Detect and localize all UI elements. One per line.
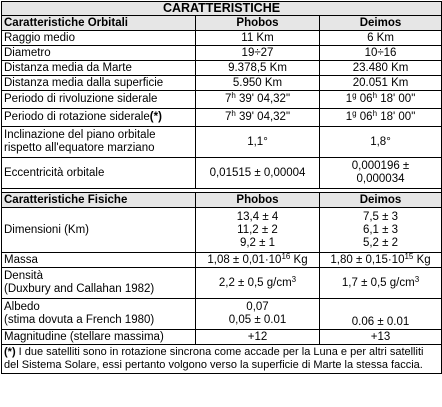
footnote bbox=[2, 345, 442, 374]
deimos-value: 23.480 Km bbox=[320, 61, 442, 76]
deimos-value: 7,5 ± 3 6,1 ± 3 5,2 ± 2 bbox=[320, 208, 442, 253]
deimos-value: 6 Km bbox=[320, 31, 442, 46]
deimos-value: 0.06 ± 0.01 bbox=[320, 299, 442, 330]
physical-section-header: Caratteristiche Fisiche bbox=[2, 193, 196, 208]
phobos-value: 0,07 0,05 ± 0.01 bbox=[196, 299, 320, 330]
table-row bbox=[2, 253, 442, 268]
phobos-value: +12 bbox=[196, 330, 320, 345]
deimos-value: +13 bbox=[320, 330, 442, 345]
row-label: Diametro bbox=[2, 46, 196, 61]
row-label: Densità (Duxbury and Callahan 1982) bbox=[2, 268, 196, 299]
phobos-value: 9.378,5 Km bbox=[196, 61, 320, 76]
row-label: Eccentricità orbitale bbox=[2, 158, 196, 189]
table-row bbox=[2, 109, 442, 127]
phobos-value: 19÷27 bbox=[196, 46, 320, 61]
characteristics-table bbox=[1, 1, 442, 374]
table-row bbox=[2, 46, 442, 61]
phobos-value: 2,2 ± 0,5 $g/cm^3$ bbox=[196, 268, 320, 299]
row-label: Raggio medio bbox=[2, 31, 196, 46]
deimos-value: 10÷16 bbox=[320, 46, 442, 61]
row-label: Distanza media dalla superficie bbox=[2, 76, 196, 91]
table-row bbox=[2, 268, 442, 299]
phobos-value: 11 Km bbox=[196, 31, 320, 46]
row-label: Magnitudine (stellare massima) bbox=[2, 330, 196, 345]
deimos-value: 1,7 ± 0,5 $g/cm^3$ bbox=[320, 268, 442, 299]
orbital-section-header: Caratteristiche Orbitali bbox=[2, 16, 196, 31]
footnote-marker: (*) bbox=[149, 111, 162, 123]
table-row bbox=[2, 76, 442, 91]
deimos-value: 1$^g$ 06$^h$ 18' 00" bbox=[320, 91, 442, 109]
phobos-value: 0,01515 ± 0,00004 bbox=[196, 158, 320, 189]
phobos-value: 1,1° bbox=[196, 127, 320, 158]
deimos-value: $1,80 \pm 0,15\cdot 10^{15}$ Kg bbox=[320, 253, 442, 268]
footnote-text: I due satelliti sono in rotazione sincrona come accade per la Luna e per altri satelliti del Sistema Solare, essi pertanto volgono verso la superficie di Marte la stessa faccia. bbox=[4, 346, 424, 371]
row-label: Inclinazione del piano orbitale rispetto all'equatore marziano bbox=[2, 127, 196, 158]
phobos-value: 13,4 ± 4 11,2 ± 2 9,2 ± 1 bbox=[196, 208, 320, 253]
phobos-value: $1,08 \pm 0,01\cdot 10^{16}$ Kg bbox=[196, 253, 320, 268]
table-row bbox=[2, 127, 442, 158]
deimos-column-header: Deimos bbox=[320, 16, 442, 31]
deimos-value: 0,000196 ± 0,000034 bbox=[320, 158, 442, 189]
deimos-value: 20.051 Km bbox=[320, 76, 442, 91]
physical-header-row bbox=[2, 193, 442, 208]
orbital-header-row bbox=[2, 16, 442, 31]
deimos-value: 1,8° bbox=[320, 127, 442, 158]
phobos-value: 7$^h$ 39' 04,32" bbox=[196, 91, 320, 109]
row-label: Distanza media da Marte bbox=[2, 61, 196, 76]
row-label: Periodo di rotazione siderale(*) bbox=[2, 109, 196, 127]
footnote-row bbox=[2, 345, 442, 374]
table-title: CARATTERISTICHE bbox=[2, 2, 442, 16]
footnote-marker: (*) bbox=[4, 346, 16, 358]
table-row bbox=[2, 91, 442, 109]
row-label: Albedo (stima dovuta a French 1980) bbox=[2, 299, 196, 330]
table-row bbox=[2, 158, 442, 189]
phobos-column-header: Phobos bbox=[196, 16, 320, 31]
table-row bbox=[2, 299, 442, 330]
deimos-value: 1$^g$ 06$^h$ 18' 00" bbox=[320, 109, 442, 127]
table-row bbox=[2, 61, 442, 76]
table-row bbox=[2, 330, 442, 345]
phobos-value: 7$^h$ 39' 04,32" bbox=[196, 109, 320, 127]
row-label: Periodo di rivoluzione siderale bbox=[2, 91, 196, 109]
table-row bbox=[2, 31, 442, 46]
row-label: Dimensioni (Km) bbox=[2, 208, 196, 253]
row-label: Massa bbox=[2, 253, 196, 268]
deimos-column-header: Deimos bbox=[320, 193, 442, 208]
table-row bbox=[2, 208, 442, 253]
phobos-value: 5.950 Km bbox=[196, 76, 320, 91]
phobos-column-header: Phobos bbox=[196, 193, 320, 208]
characteristics-table-container bbox=[1, 1, 441, 374]
